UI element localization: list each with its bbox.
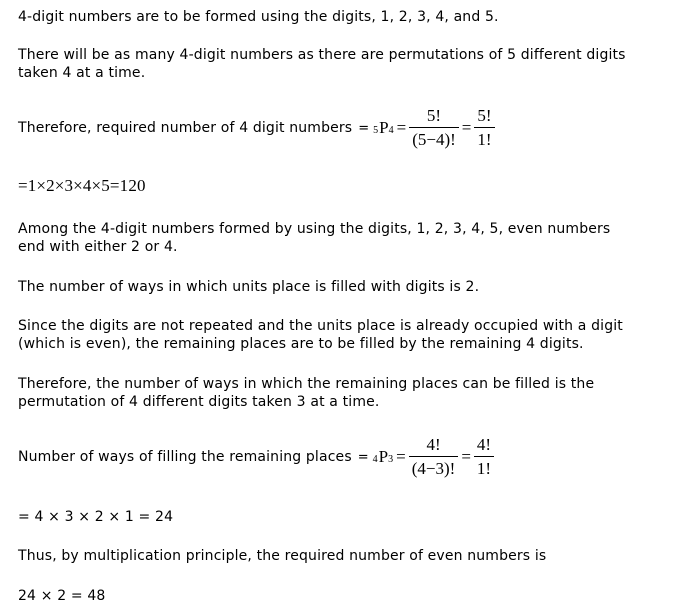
fraction-simplified bbox=[474, 435, 494, 479]
units-place-line: The number of ways in which units place is filled with digits is 2. bbox=[18, 279, 480, 295]
remaining-places-line-1: Therefore, the number of ways in which the remaining places can be filled is the bbox=[18, 376, 595, 392]
even-numbers-line-2: end with either 2 or 4. bbox=[18, 239, 178, 255]
final-answer-line: 24 × 2 = 48 bbox=[18, 588, 106, 604]
perm-r: 3 bbox=[388, 454, 394, 465]
repetition-line-2: (which is even), the remaining places are to be filled by the remaining 4 digits. bbox=[18, 336, 584, 352]
perm-r: 4 bbox=[388, 125, 394, 136]
fraction-numerator: 4! bbox=[476, 435, 492, 454]
perm-n: 4 bbox=[372, 454, 378, 465]
equation-label: Therefore, required number of 4 digit numbers bbox=[18, 120, 353, 136]
perm-letter: P bbox=[379, 118, 389, 137]
fraction-simplified bbox=[474, 106, 494, 150]
product-result-line: =1×2×3×4×5=120 bbox=[18, 176, 146, 195]
fraction-denominator: 1! bbox=[474, 127, 494, 150]
permutation-statement-line-2: taken 4 at a time. bbox=[18, 65, 146, 81]
equals-sign: = bbox=[396, 447, 406, 466]
permutation-symbol bbox=[373, 447, 393, 467]
even-numbers-line-1: Among the 4-digit numbers formed by using the digits, 1, 2, 3, 4, 5, even numbers bbox=[18, 221, 611, 237]
repetition-line-1: Since the digits are not repeated and the units place is already occupied with a digit bbox=[18, 318, 623, 334]
equation-remaining-places bbox=[18, 432, 494, 482]
fraction-denominator: (4−3)! bbox=[409, 456, 459, 479]
fraction-factorial bbox=[409, 106, 459, 150]
fraction-numerator: 5! bbox=[477, 106, 492, 125]
permutation-symbol bbox=[373, 118, 393, 138]
remaining-places-line-2: permutation of 4 different digits taken 3 at a time. bbox=[18, 394, 380, 410]
equals-sign: = bbox=[357, 449, 369, 465]
equals-sign: = bbox=[358, 120, 370, 136]
fraction-denominator: 1! bbox=[474, 456, 494, 479]
fraction-numerator: 4! bbox=[426, 435, 441, 454]
perm-n: 5 bbox=[373, 125, 379, 136]
equals-sign: = bbox=[396, 118, 407, 137]
intro-line: 4-digit numbers are to be formed using the digits, 1, 2, 3, 4, and 5. bbox=[18, 9, 499, 25]
equals-sign: = bbox=[461, 118, 472, 137]
multiplication-principle-line: Thus, by multiplication principle, the required number of even numbers is bbox=[18, 548, 547, 564]
factorial-product-line: = 4 × 3 × 2 × 1 = 24 bbox=[18, 509, 174, 525]
permutation-statement-line-1: There will be as many 4-digit numbers as there are permutations of 5 different digits bbox=[18, 47, 626, 63]
equation-label: Number of ways of filling the remaining places bbox=[18, 449, 352, 465]
fraction-denominator: (5−4)! bbox=[409, 127, 459, 150]
fraction-factorial bbox=[409, 435, 459, 479]
fraction-numerator: 5! bbox=[426, 106, 442, 125]
equation-total-count bbox=[18, 103, 495, 153]
equals-sign: = bbox=[461, 447, 471, 466]
perm-letter: P bbox=[378, 447, 389, 466]
